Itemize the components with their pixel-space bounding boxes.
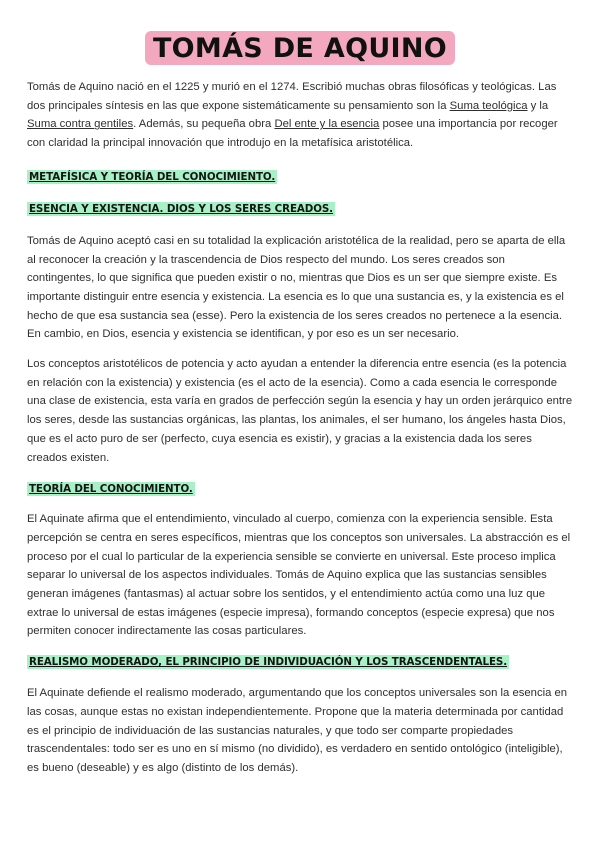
- page-title: TOMÁS DE AQUINO: [145, 31, 455, 65]
- section-heading-esencia: ESENCIA Y EXISTENCIA. DIOS Y LOS SERES CREADOS.: [29, 202, 333, 215]
- intro-text-3: . Además, su pequeña obra: [133, 118, 275, 131]
- heading-row-realismo: [27, 652, 573, 670]
- title-wrap: [27, 0, 573, 65]
- paragraph-teoria: El Aquinate afirma que el entendimiento, vinculado al cuerpo, comienza con la experiencia sensible. Esta percepción se centra en seres específicos, mientras que los conceptos son universales. La abstracción es el proceso por el cual lo particular de la experiencia sensible se convierte en universal. Este proceso implica separar lo universal de los aspectos individuales. Tomás de Aquino explica que las sustancias sensibles generan imágenes (fantasmas) al actuar sobre los sentidos, y el entendimiento actúa como una luz que extrae lo universal de estas imágenes (especie impresa), formando conceptos (especie expresa) que nos permiten conocer indirectamente las cosas particulares.: [27, 513, 571, 638]
- heading-row-esencia: [27, 199, 573, 217]
- work-title-suma-teologica: Suma teológica: [449, 99, 528, 112]
- paragraph-esencia-1: Tomás de Aquino aceptó casi en su totalidad la explicación aristotélica de la realidad, pero se aparta de ella al reconocer la creación y la trascendencia de Dios respecto del mundo. Los seres creados son contingentes, lo que significa que pueden existir o no, mientras que Dios es un ser que siempre existe. Es importante distinguir entre esencia y existencia. La esencia es lo que una sustancia es, y la existencia es el hecho de que esa sustancia sea (esse). Pero la existencia de los seres creados no pertenece a la esencia. En cambio, en Dios, esencia y existencia se identifican, y por eso es un ser necesario.: [27, 234, 566, 341]
- section-heading-metafisica: METAFÍSICA Y TEORÍA DEL CONOCIMIENTO.: [29, 170, 276, 183]
- intro-text-1: Tomás de Aquino nació en el 1225 y murió en el 1274. Escribió muchas obras filosóficas y teológicas. Las dos principales síntesis en las que expone sistemáticamente su pensamiento son la: [27, 81, 557, 112]
- intro-text-4: posee una importancia por recoger con claridad la principal innovación que introdujo en la metafísica aristotélica.: [27, 118, 558, 150]
- work-title-del-ente: Del ente y la esencia: [274, 118, 380, 131]
- work-title-suma-contra-gentiles: Suma contra gentiles: [27, 118, 134, 131]
- section-heading-realismo: REALISMO MODERADO, EL PRINCIPIO DE INDIVIDUACIÓN Y LOS TRASCENDENTALES.: [29, 656, 508, 669]
- heading-row-teoria: [27, 479, 573, 497]
- section-heading-teoria: TEORÍA DEL CONOCIMIENTO.: [29, 483, 193, 496]
- heading-row-metafisica: [27, 167, 573, 185]
- intro-paragraph: [27, 78, 573, 153]
- paragraph-realismo: El Aquinate defiende el realismo moderado, argumentando que los conceptos universales son la esencia en las cosas, aunque estas no existan independientemente. Propone que la materia determinada por cantidad es el principio de individuación de las sustancias naturales, y que todo ser comparte propiedades trascendentales: todo ser es uno en sí mismo (no dividido), es verdadero en sentido ontológico (inteligible), es bueno (deseable) y es algo (distinto de los demás).: [27, 687, 568, 774]
- paragraph-esencia-2: Los conceptos aristotélicos de potencia y acto ayudan a entender la diferencia entre esencia (es la potencia en relación con la existencia) y existencia (es el acto de la esencia). Como a cada esencia le corresponde una clase de existencia, esta varía en grados de perfección según la esencia y hay un orden jerárquico entre los seres, desde las sustancias orgánicas, las plantas, los animales, el ser humano, los ángeles hasta Dios, que es el acto puro de ser (perfecto, cuya esencia es existir), y gracias a la existencia dada los seres creados existen.: [27, 358, 573, 464]
- intro-text-2: y la: [527, 99, 549, 112]
